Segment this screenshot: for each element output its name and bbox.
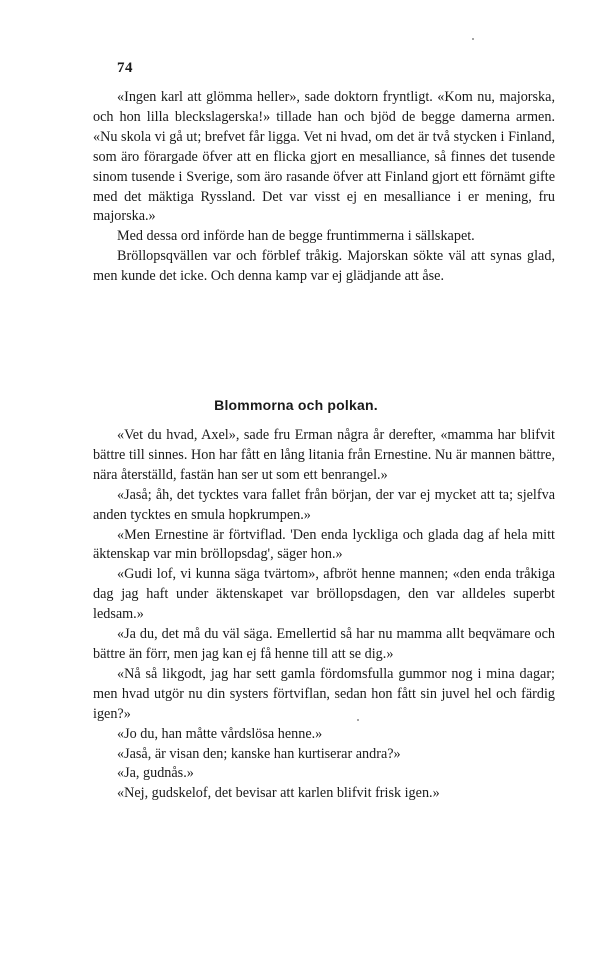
paper-speck: [472, 38, 474, 40]
paragraph: Med dessa ord införde han de begge fruntimmerna i sällskapet.: [117, 228, 475, 245]
paragraph: «Vet du hvad, Axel», sade fru Erman några år derefter, «mamma har blifvit bättre till sinnes. Hon har fått en lång litania från Ernestine. Nu är mannen bättre, nära återställd, fastän han ser ut som ett benrangel.»: [93, 427, 555, 483]
paragraph: «Ingen karl att glömma heller», sade doktorn fryntligt. «Kom nu, majorska, och hon lilla bleckslagerska!» tillade han och bjöd de begge damerna armen. «Nu skola vi gå ut; brefvet får ligga. Vet ni hvad, om det är två stycken i Finland, som äro förargade öfver att en flicka gjort en mesalliance, så finnes det tusende sinom tusende i Sverige, som äro rasande öfver att Finland gjort ett förnämt gifte med det mäktiga Ryssland. Det var visst ej en mesalliance i er mening, fru majorska.»: [93, 89, 555, 225]
paper-speck: [357, 719, 359, 721]
paragraph: «Jaså; åh, det tycktes vara fallet från början, der var ej mycket att ta; sjelfva anden tycktes en smula hopkrumpen.»: [93, 486, 555, 523]
page-number: 74: [117, 60, 133, 76]
paragraph: «Ja, gudnås.»: [117, 765, 194, 782]
paragraph: «Ja du, det må du väl säga. Emellertid så har nu mamma allt beqvämare och bättre än förr, men jag kan ej få henne till att se dig.»: [93, 626, 555, 662]
chapter-text-continued: [93, 88, 555, 287]
chapter-text: [93, 426, 555, 804]
chapter-heading: Blommorna och polkan.: [214, 397, 378, 413]
paragraph: «Jo du, han måtte vårdslösa henne.»: [117, 725, 323, 742]
paragraph: «Men Ernestine är förtviflad. 'Den enda lyckliga och glada dag af hela mitt äktenskap var min bröllopsdag', säger hon.»: [93, 526, 555, 563]
paragraph: «Gudi lof, vi kunna säga tvärtom», afbröt henne mannen; «den enda tråkiga dag jag haft under äktenskapet var bröllopsdagen, den var alldeles superbt ledsam.»: [93, 566, 555, 623]
paragraph: Bröllopsqvällen var och förblef tråkig. Majorskan sökte väl att synas glad, men kunde det icke. Och denna kamp var ej glädjande att åse.: [93, 248, 555, 285]
paragraph: «Nej, gudskelof, det bevisar att karlen blifvit frisk igen.»: [117, 785, 440, 802]
paragraph: «Jaså, är visan den; kanske han kurtiserar andra?»: [117, 745, 401, 762]
paragraph: «Nå så likgodt, jag har sett gamla fördomsfulla gummor nog i mina dagar; men hvad utgör nu din systers förtviflan, sedan hon fått sin juvel hel och färdig igen?»: [93, 665, 555, 722]
